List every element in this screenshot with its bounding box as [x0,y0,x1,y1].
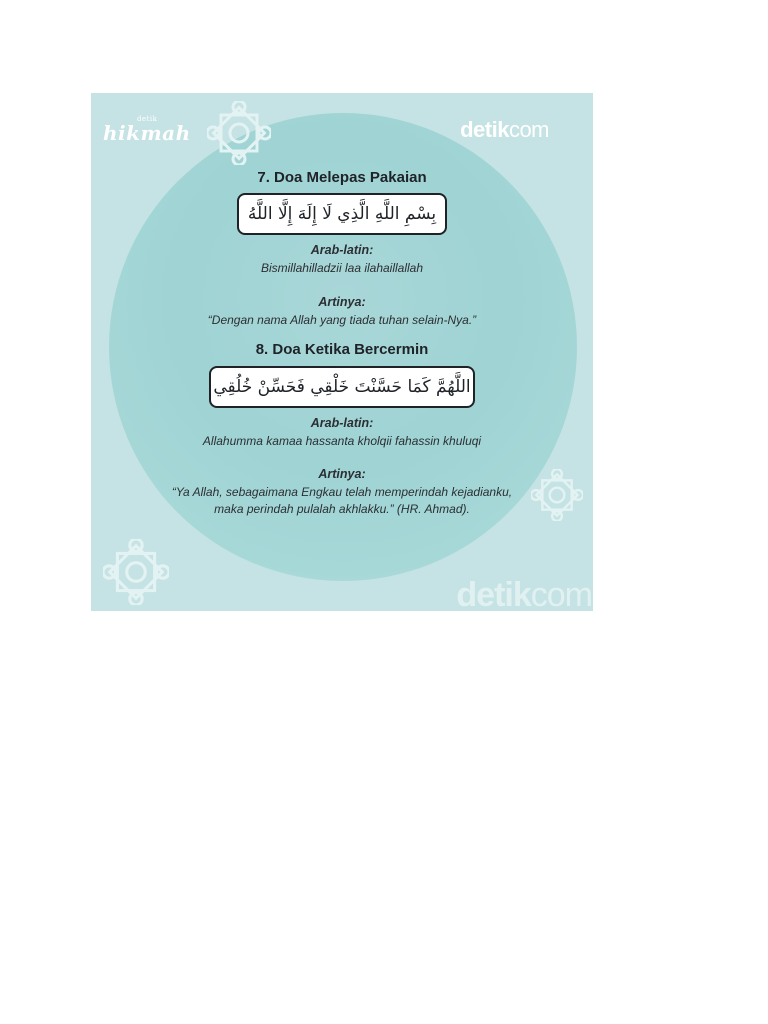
hikmah-logo-text: hikmah [103,121,191,145]
detik-logo-bold: detik [460,117,509,142]
watermark-light: com [530,576,592,611]
section-8-latin: Allahumma kamaa hassanta kholqii fahassin khuluqi [202,434,482,448]
detik-logo-light: com [508,117,549,142]
section-7-latin-label: Arab-latin: [310,243,374,257]
hikmah-logo-tag: detik [137,115,158,123]
watermark-bold: detik [456,576,531,611]
section-8-arabic: اللَّهُمَّ كَمَا حَسَّنْتَ خَلْقِي فَحَسِّنْ خُلُقِي [209,366,475,408]
section-8-meaning-line1: “Ya Allah, sebagaimana Engkau telah memperindah kejadianku, [171,485,513,499]
infographic-card [91,93,593,611]
prayer-content [91,93,593,611]
section-8-meaning-line2: maka perindah pulalah akhlakku.” (HR. Ahmad). [214,502,470,516]
section-7-meaning-label: Artinya: [318,295,366,309]
section-7-heading: 7. Doa Melepas Pakaian [257,169,427,186]
section-8-latin-label: Arab-latin: [310,416,374,430]
section-7-latin: Bismillahilladzii laa ilahaillallah [260,261,424,275]
section-8-meaning-label: Artinya: [318,467,366,481]
section-7-arabic: بِسْمِ اللَّهِ الَّذِي لَا إِلَهَ إِلَّا اللَّهُ [237,193,447,235]
section-7-meaning: “Dengan nama Allah yang tiada tuhan selain-Nya.” [207,313,477,327]
section-8-heading: 8. Doa Ketika Bercermin [255,341,429,358]
